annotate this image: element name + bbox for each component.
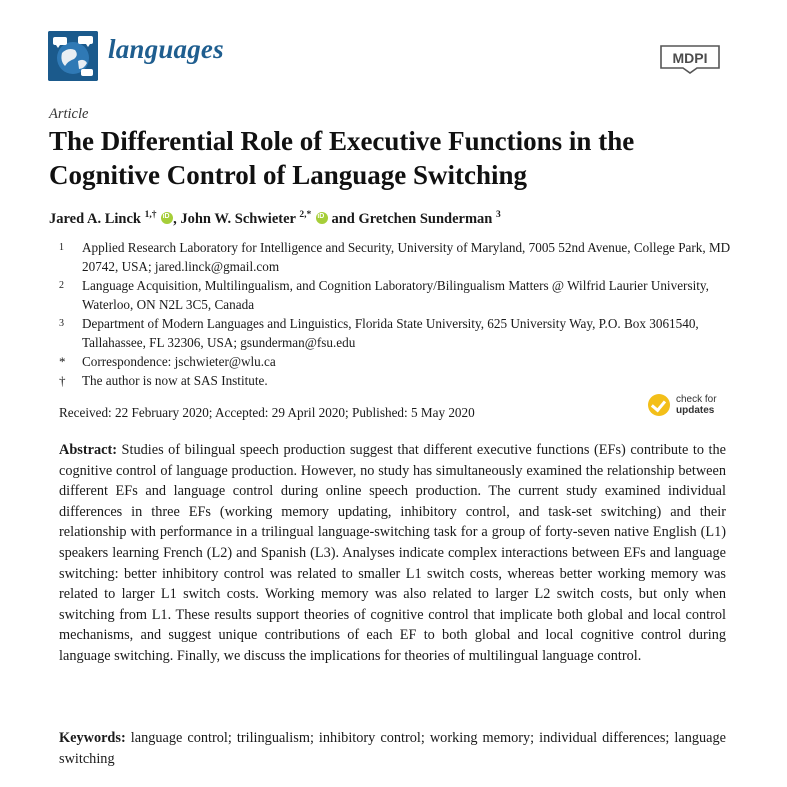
abstract — [59, 440, 726, 667]
publisher-name: MDPI — [672, 50, 708, 66]
affiliation-text: Correspondence: jschwieter@wlu.ca — [82, 354, 276, 369]
affiliation-mark: † — [59, 373, 66, 388]
orcid-icon[interactable] — [161, 212, 173, 224]
check-for-label: check for — [676, 394, 717, 405]
author-affiliation-mark: 1,† — [144, 210, 157, 220]
abstract-text: Studies of bilingual speech production suggest that different executive functions (EFs) contribute to the cognitive control of language production. However, no study has simultaneously examined the relationship between different EFs and language control during online speech production. The current study examined individual differences in three EFs (working memory updating, inhibitory control, and task-set switching) and their relationship with performance in a trilingual language-switching task for a group of forty-seven native English (L1) speakers learning French (L2) and Spanish (L3). Analyses indicate complex interactions between EFs and language switching: better inhibitory control was related to smaller L1 switch costs, whereas better working memory was related to larger L1 switch costs. Working memory was also related to larger L2 switch costs, but only when switching from L1. These results support theories of cognitive control that implicate both global and local control mechanisms, and suggest unique contributions of each EF to both global and local cognitive control during language switching. Finally, we discuss the implications for theories of multilingual language control. — [59, 442, 726, 664]
abstract-label: Abstract: — [59, 442, 117, 458]
affiliation-text: Language Acquisition, Multilingualism, and Cognition Laboratory/Bilingualism Matters @ Wilfrid Laurier University, Waterloo, ON N2L 3C5, Canada — [82, 278, 709, 312]
updates-label: updates — [676, 405, 715, 416]
journal-name[interactable]: languages — [108, 34, 224, 64]
orcid-icon[interactable] — [316, 212, 328, 224]
affiliation-mark: * — [59, 354, 66, 369]
checkmark-icon — [648, 394, 670, 416]
affiliation-item — [59, 276, 742, 314]
mdpi-logo-icon[interactable] — [657, 42, 723, 74]
author-separator: , — [173, 210, 181, 227]
author-affiliation-mark: 3 — [495, 210, 501, 220]
author-separator: and — [327, 210, 359, 227]
keywords — [59, 728, 726, 769]
author-list — [49, 210, 501, 228]
affiliation-item — [59, 238, 742, 276]
author-name[interactable]: John W. Schwieter — [180, 210, 296, 227]
author-name[interactable]: Jared A. Linck — [49, 210, 141, 227]
check-for-updates-button[interactable] — [648, 393, 728, 421]
affiliation-text: Applied Research Laboratory for Intelligence and Security, University of Maryland, 7005 52nd Avenue, College Park, MD 20742, USA; jared.linck@gmail.com — [82, 240, 731, 274]
author-affiliation-mark: 2,* — [299, 210, 312, 220]
affiliation-item — [59, 352, 742, 371]
journal-logo-icon — [48, 31, 98, 81]
affiliation-mark: 1 — [59, 242, 64, 253]
affiliation-mark: 3 — [59, 318, 64, 329]
affiliation-item — [59, 314, 742, 352]
keywords-text: language control; trilingualism; inhibitory control; working memory; individual differences; language switching — [59, 730, 727, 767]
affiliation-text: Department of Modern Languages and Linguistics, Florida State University, 625 University Way, P.O. Box 3061540, Tallahassee, FL 32306, USA; gsunderman@fsu.edu — [82, 316, 699, 350]
keywords-label: Keywords: — [59, 730, 126, 746]
article-type: Article — [49, 106, 89, 122]
affiliation-text: The author is now at SAS Institute. — [82, 373, 268, 388]
publication-dates: Received: 22 February 2020; Accepted: 29 April 2020; Published: 5 May 2020 — [59, 405, 475, 420]
affiliation-item — [59, 371, 742, 390]
article-title: The Differential Role of Executive Functions in the Cognitive Control of Language Switching — [49, 126, 635, 190]
affiliation-mark: 2 — [59, 280, 64, 291]
author-name[interactable]: Gretchen Sunderman — [358, 210, 493, 227]
